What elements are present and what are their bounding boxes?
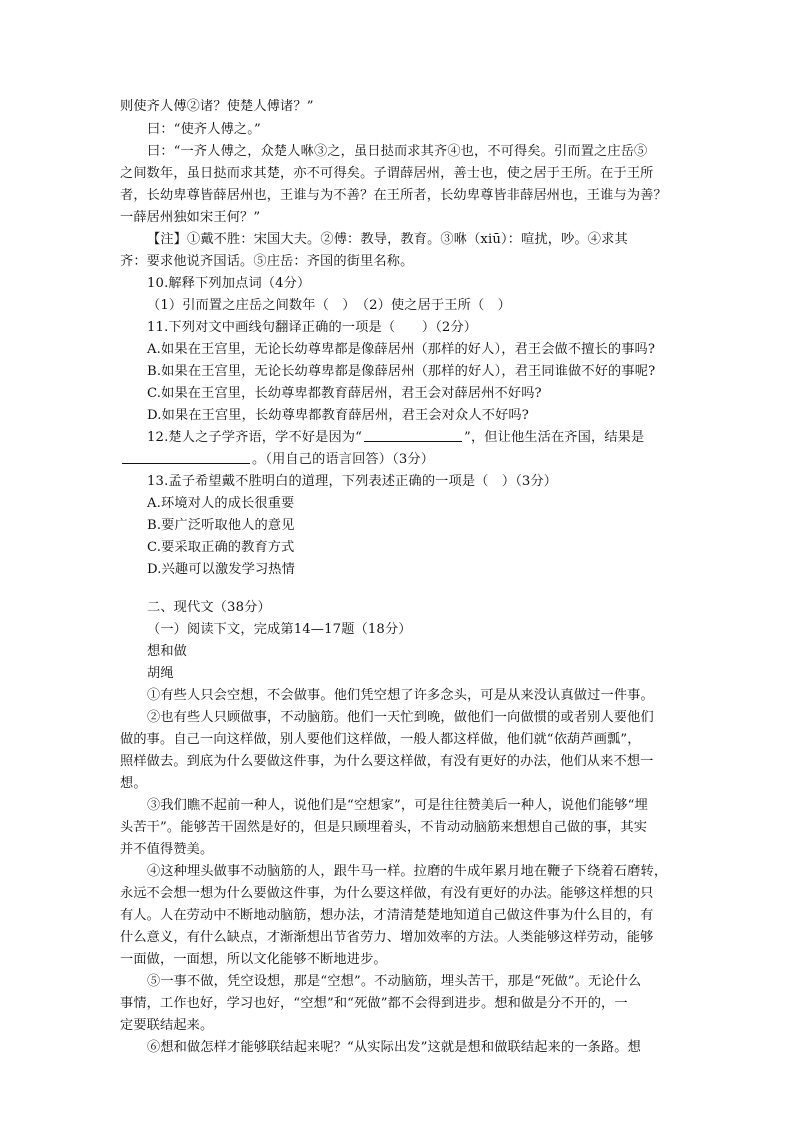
- paragraph-line: ⑤一事不做，凭空设想，那是“空想”。不动脑筋，埋头苦干，那是“死做”。无论什么: [147, 974, 642, 989]
- annotation-line: 【注】①戴不胜：宋国大夫。②傅：教导，教育。③咻（xiū）：喧扰，吵。④求其: [147, 232, 628, 247]
- text-line: 曰：“使齐人傅之。”: [147, 122, 261, 137]
- text-line: 则使齐人傅②诸？使楚人傅诸？”: [120, 99, 314, 114]
- text-line: 一薛居州独如宋王何？”: [120, 210, 261, 225]
- article-title: 想和做: [147, 644, 188, 659]
- annotation-line: 齐：要求他说齐国话。⑤庄岳：齐国的街里名称。: [120, 254, 414, 269]
- paragraph-line: 做的事。自己一向这样做，别人要他们这样做，一般人都这样做，他们就“依葫芦画瓢”，: [120, 732, 641, 747]
- option-b: B.要广泛听取他人的意见: [147, 518, 295, 533]
- paragraph-line: 照样做去。到底为什么要做这件事，为什么要这样做，有没有更好的办法，他们从来不想一: [120, 754, 654, 769]
- question-11-title: 11.下列对文中画线句翻译正确的一项是（ ）（2分）: [147, 320, 478, 335]
- section-heading: 二、现代文（38分）: [147, 600, 271, 615]
- question-10-title: 10.解释下列加点词（4分）: [147, 276, 311, 291]
- question-13-title: 13.孟子希望戴不胜明白的道理，下列表述正确的一项是（ ）（3分）: [147, 474, 558, 489]
- question-10-items: （1）引而置之庄岳之间数年（ ） （2）使之居于王所（ ）: [147, 298, 511, 313]
- answer-blank[interactable]: [122, 450, 250, 464]
- subsection-heading: （一）阅读下文，完成第14—17题（18分）: [147, 622, 412, 637]
- option-b: B.如果在王宫里，无论长幼尊卑都是像薛居州（那样的好人），君王同谁做不好的事呢?: [147, 364, 656, 379]
- paragraph-line: 永远不会想一想为什么要做这件事，为什么要这样做，有没有更好的办法。能够这样想的只: [120, 886, 654, 901]
- option-d: D.兴趣可以激发学习热情: [147, 562, 295, 577]
- option-d: D.如果在王宫里，长幼尊卑都教育薛居州，君王会对众人不好吗?: [147, 408, 529, 423]
- option-a: A.环境对人的成长很重要: [147, 496, 295, 511]
- question-12-continued: ”，但让他生活在齐国，结果是: [464, 430, 645, 445]
- article-author: 胡绳: [147, 666, 174, 681]
- paragraph-line: 定要联结起来。: [120, 1018, 214, 1033]
- question-12-line: [147, 428, 644, 448]
- option-c: C.要采取正确的教育方式: [147, 540, 295, 555]
- text-line: 者，长幼卑尊皆薛居州也，王谁与为不善？在王所者，长幼卑尊皆非薛居州也，王谁与为善？: [120, 188, 667, 203]
- paragraph-line: 事情，工作也好，学习也好，“空想”和“死做”都不会得到进步。想和做是分不开的，一: [120, 996, 628, 1011]
- paragraph-line: ⑥想和做怎样才能够联结起来呢？“从实际出发”这就是想和做联结起来的一条路。想: [147, 1040, 641, 1055]
- paragraph-line: 什么意义，有什么缺点，才渐渐想出节省劳力、增加效率的方法。人类能够这样劳动，能够: [120, 930, 654, 945]
- option-c: C.如果在王宫里，长幼尊卑都教育薛居州，君王会对薛居州不好吗?: [147, 386, 542, 401]
- paragraph-line: 有人。人在劳动中不断地动脑筋，想办法，才清清楚楚地知道自己做这件事为什么目的，有: [120, 908, 654, 923]
- paragraph-line: ②也有些人只顾做事，不动脑筋。他们一天忙到晚，做他们一向做惯的或者别人要他们: [147, 710, 654, 725]
- question-12-line-2: [120, 450, 434, 470]
- question-12-note: 。（用自己的语言回答）（3分）: [252, 452, 435, 467]
- paragraph-line: ④这种埋头做事不动脑筋的人，跟牛马一样。拉磨的牛成年累月地在鞭子下绕着石磨转，: [147, 864, 668, 879]
- paragraph-line: 想。: [120, 776, 147, 791]
- paragraph-line: 头苦干”。能够苦干固然是好的，但是只顾埋着头，不肯动动脑筋来想想自己做的事，其实: [120, 820, 648, 835]
- option-a: A.如果在王宫里，无论长幼尊卑都是像薛居州（那样的好人），君王会做不擅长的事吗?: [147, 342, 656, 357]
- paragraph-line: 并不值得赞美。: [120, 842, 214, 857]
- paragraph-line: ①有些人只会空想，不会做事。他们凭空想了许多念头，可是从来没认真做过一件事。: [147, 688, 654, 703]
- answer-blank[interactable]: [364, 428, 462, 442]
- text-line: 之间数年，虽日挞而求其楚，亦不可得矣。子谓薛居州，善士也，使之居于王所。在于王所: [120, 166, 654, 181]
- question-12-prompt: 12.楚人之子学齐语，学不好是因为“: [147, 430, 363, 445]
- paragraph-line: ③我们瞧不起前一种人，说他们是“空想家”，可是往往赞美后一种人，说他们能够“埋: [147, 798, 648, 813]
- text-line: 曰：“一齐人傅之，众楚人咻③之，虽日挞而求其齐④也，不可得矣。引而置之庄岳⑤: [147, 144, 648, 159]
- paragraph-line: 一面做，一面想，所以文化能够不断地进步。: [120, 952, 387, 967]
